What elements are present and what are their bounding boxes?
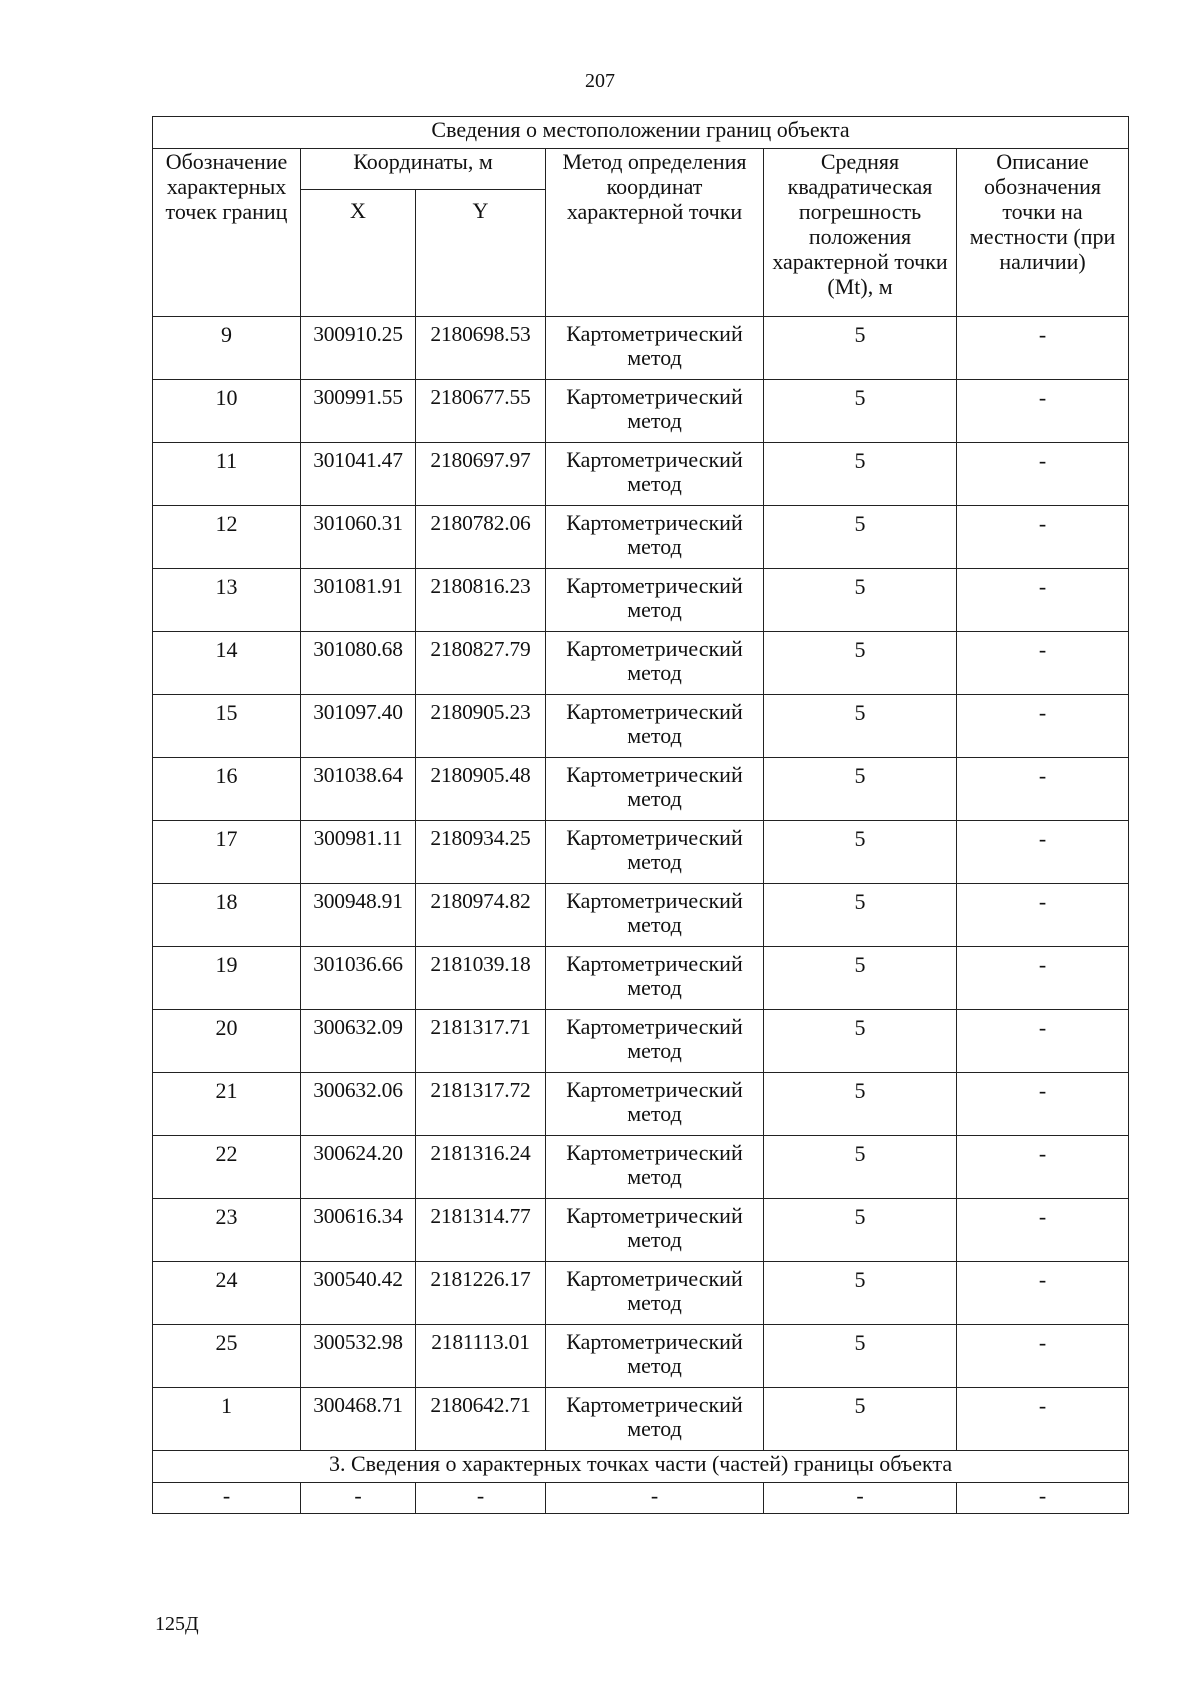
- point-number-cell: 25: [153, 1325, 301, 1388]
- method-cell: Картометрический метод: [546, 1010, 764, 1073]
- point-number-cell: 9: [153, 317, 301, 380]
- y-coordinate-cell: 2180698.53: [416, 317, 546, 380]
- description-cell: -: [957, 1388, 1129, 1451]
- mt-error-cell: 5: [764, 380, 957, 443]
- table-row: [153, 1073, 1129, 1136]
- description-cell: -: [957, 506, 1129, 569]
- y-coordinate-cell: 2180677.55: [416, 380, 546, 443]
- x-coordinate-cell: 300981.11: [301, 821, 416, 884]
- mt-error-cell: 5: [764, 947, 957, 1010]
- description-cell: -: [957, 1136, 1129, 1199]
- x-coordinate-cell: 300532.98: [301, 1325, 416, 1388]
- method-cell: Картометрический метод: [546, 443, 764, 506]
- mt-error-cell: 5: [764, 1199, 957, 1262]
- table-row: [153, 821, 1129, 884]
- y-coordinate-cell: 2181316.24: [416, 1136, 546, 1199]
- header-desc: Описание обозначения точки на местности (при наличии): [957, 149, 1129, 317]
- section3-title-row: [153, 1451, 1129, 1483]
- y-coordinate-cell: 2181317.71: [416, 1010, 546, 1073]
- x-coordinate-cell: 300632.09: [301, 1010, 416, 1073]
- mt-error-cell: 5: [764, 506, 957, 569]
- x-coordinate-cell: 301060.31: [301, 506, 416, 569]
- point-number-cell: 20: [153, 1010, 301, 1073]
- section3-title: 3. Сведения о характерных точках части (частей) границы объекта: [153, 1451, 1129, 1483]
- method-cell: Картометрический метод: [546, 317, 764, 380]
- x-coordinate-cell: 300910.25: [301, 317, 416, 380]
- point-number-cell: 19: [153, 947, 301, 1010]
- y-coordinate-cell: 2180816.23: [416, 569, 546, 632]
- table-row: [153, 884, 1129, 947]
- description-cell: -: [957, 1262, 1129, 1325]
- description-cell: -: [957, 443, 1129, 506]
- x-coordinate-cell: 300616.34: [301, 1199, 416, 1262]
- method-cell: Картометрический метод: [546, 506, 764, 569]
- mt-error-cell: 5: [764, 1388, 957, 1451]
- description-cell: -: [957, 884, 1129, 947]
- description-cell: -: [957, 821, 1129, 884]
- method-cell: Картометрический метод: [546, 1073, 764, 1136]
- section3-cell: -: [546, 1483, 764, 1514]
- description-cell: -: [957, 317, 1129, 380]
- description-cell: -: [957, 1073, 1129, 1136]
- table-row: [153, 380, 1129, 443]
- x-coordinate-cell: 301036.66: [301, 947, 416, 1010]
- section3-cell: -: [764, 1483, 957, 1514]
- y-coordinate-cell: 2181314.77: [416, 1199, 546, 1262]
- x-coordinate-cell: 300948.91: [301, 884, 416, 947]
- mt-error-cell: 5: [764, 1010, 957, 1073]
- y-coordinate-cell: 2180905.48: [416, 758, 546, 821]
- y-coordinate-cell: 2180697.97: [416, 443, 546, 506]
- y-coordinate-cell: 2181317.72: [416, 1073, 546, 1136]
- header-x: X: [301, 190, 416, 317]
- header-point: Обозначение характерных точек границ: [153, 149, 301, 317]
- description-cell: -: [957, 947, 1129, 1010]
- x-coordinate-cell: 300468.71: [301, 1388, 416, 1451]
- mt-error-cell: 5: [764, 884, 957, 947]
- method-cell: Картометрический метод: [546, 1262, 764, 1325]
- y-coordinate-cell: 2180642.71: [416, 1388, 546, 1451]
- method-cell: Картометрический метод: [546, 569, 764, 632]
- method-cell: Картометрический метод: [546, 947, 764, 1010]
- description-cell: -: [957, 1325, 1129, 1388]
- method-cell: Картометрический метод: [546, 1136, 764, 1199]
- description-cell: -: [957, 632, 1129, 695]
- point-number-cell: 16: [153, 758, 301, 821]
- point-number-cell: 18: [153, 884, 301, 947]
- method-cell: Картометрический метод: [546, 695, 764, 758]
- table-title: Сведения о местоположении границ объекта: [153, 117, 1129, 149]
- point-number-cell: 12: [153, 506, 301, 569]
- table-row: [153, 569, 1129, 632]
- method-cell: Картометрический метод: [546, 1325, 764, 1388]
- description-cell: -: [957, 1199, 1129, 1262]
- table-row: [153, 632, 1129, 695]
- point-number-cell: 1: [153, 1388, 301, 1451]
- mt-error-cell: 5: [764, 1136, 957, 1199]
- table-row: [153, 695, 1129, 758]
- point-number-cell: 17: [153, 821, 301, 884]
- x-coordinate-cell: 301081.91: [301, 569, 416, 632]
- y-coordinate-cell: 2181226.17: [416, 1262, 546, 1325]
- y-coordinate-cell: 2180827.79: [416, 632, 546, 695]
- method-cell: Картометрический метод: [546, 758, 764, 821]
- section3-cell: -: [416, 1483, 546, 1514]
- point-number-cell: 24: [153, 1262, 301, 1325]
- y-coordinate-cell: 2180782.06: [416, 506, 546, 569]
- table-row: [153, 1199, 1129, 1262]
- y-coordinate-cell: 2180905.23: [416, 695, 546, 758]
- y-coordinate-cell: 2181113.01: [416, 1325, 546, 1388]
- method-cell: Картометрический метод: [546, 1388, 764, 1451]
- mt-error-cell: 5: [764, 1325, 957, 1388]
- point-number-cell: 15: [153, 695, 301, 758]
- table-row: [153, 1388, 1129, 1451]
- point-number-cell: 14: [153, 632, 301, 695]
- description-cell: -: [957, 695, 1129, 758]
- mt-error-cell: 5: [764, 317, 957, 380]
- y-coordinate-cell: 2180934.25: [416, 821, 546, 884]
- x-coordinate-cell: 301097.40: [301, 695, 416, 758]
- section3-cell: -: [301, 1483, 416, 1514]
- table-row: [153, 1010, 1129, 1073]
- header-coords: Координаты, м: [301, 149, 546, 190]
- method-cell: Картометрический метод: [546, 380, 764, 443]
- section3-row: [153, 1483, 1129, 1514]
- x-coordinate-cell: 300632.06: [301, 1073, 416, 1136]
- header-row: [153, 149, 1129, 190]
- mt-error-cell: 5: [764, 632, 957, 695]
- x-coordinate-cell: 301080.68: [301, 632, 416, 695]
- table-row: [153, 1136, 1129, 1199]
- mt-error-cell: 5: [764, 1262, 957, 1325]
- point-number-cell: 22: [153, 1136, 301, 1199]
- table-row: [153, 506, 1129, 569]
- mt-error-cell: 5: [764, 758, 957, 821]
- point-number-cell: 10: [153, 380, 301, 443]
- description-cell: -: [957, 380, 1129, 443]
- point-number-cell: 21: [153, 1073, 301, 1136]
- x-coordinate-cell: 301038.64: [301, 758, 416, 821]
- x-coordinate-cell: 300540.42: [301, 1262, 416, 1325]
- x-coordinate-cell: 300991.55: [301, 380, 416, 443]
- method-cell: Картометрический метод: [546, 821, 764, 884]
- method-cell: Картометрический метод: [546, 884, 764, 947]
- table-row: [153, 1262, 1129, 1325]
- y-coordinate-cell: 2180974.82: [416, 884, 546, 947]
- mt-error-cell: 5: [764, 695, 957, 758]
- mt-error-cell: 5: [764, 443, 957, 506]
- mt-error-cell: 5: [764, 821, 957, 884]
- point-number-cell: 11: [153, 443, 301, 506]
- header-y: Y: [416, 190, 546, 317]
- method-cell: Картометрический метод: [546, 632, 764, 695]
- method-cell: Картометрический метод: [546, 1199, 764, 1262]
- header-mt: Средняя квадратическая погрешность положения характерной точки (Mt), м: [764, 149, 957, 317]
- description-cell: -: [957, 758, 1129, 821]
- y-coordinate-cell: 2181039.18: [416, 947, 546, 1010]
- footer-code: 125Д: [155, 1613, 199, 1635]
- x-coordinate-cell: 300624.20: [301, 1136, 416, 1199]
- description-cell: -: [957, 1010, 1129, 1073]
- section3-cell: -: [153, 1483, 301, 1514]
- table-row: [153, 317, 1129, 380]
- x-coordinate-cell: 301041.47: [301, 443, 416, 506]
- description-cell: -: [957, 569, 1129, 632]
- point-number-cell: 13: [153, 569, 301, 632]
- table-row: [153, 443, 1129, 506]
- mt-error-cell: 5: [764, 1073, 957, 1136]
- point-number-cell: 23: [153, 1199, 301, 1262]
- table-row: [153, 947, 1129, 1010]
- mt-error-cell: 5: [764, 569, 957, 632]
- page-number: 207: [585, 70, 615, 92]
- table-row: [153, 758, 1129, 821]
- table-row: [153, 1325, 1129, 1388]
- section3-cell: -: [957, 1483, 1129, 1514]
- table-title-row: [153, 117, 1129, 149]
- boundary-coordinates-table: [152, 116, 1129, 1514]
- header-method: Метод определения координат характерной точки: [546, 149, 764, 317]
